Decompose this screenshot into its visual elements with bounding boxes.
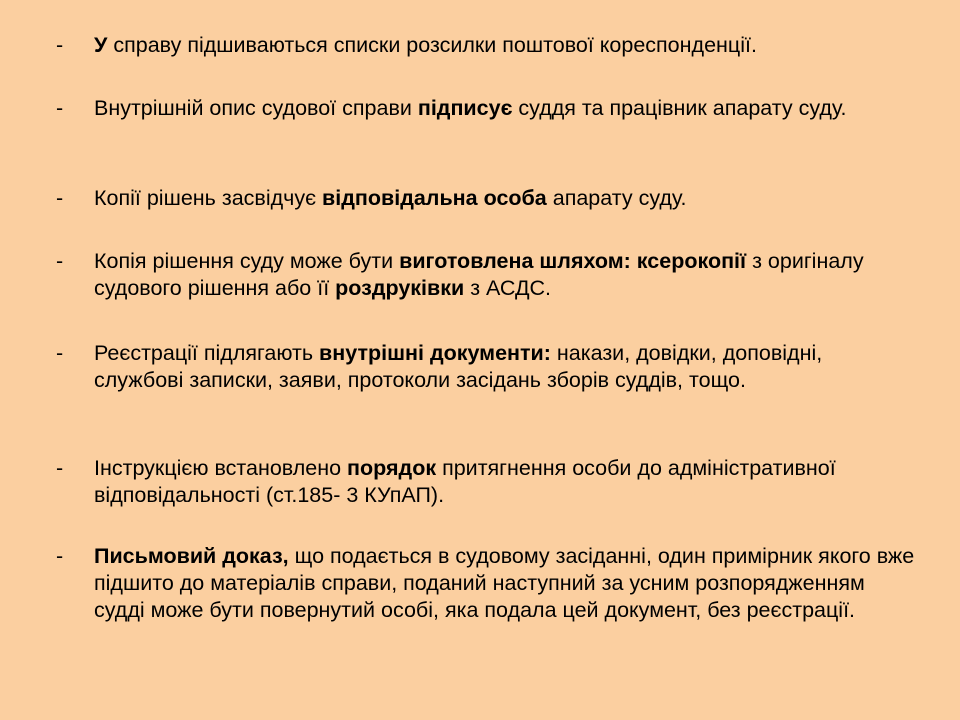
bullet-dash: - xyxy=(56,341,64,365)
text-segment: накази, довідки, доповідні, службові записки, заяви, протоколи засідань зборів суддів, тощо. xyxy=(94,341,823,392)
item-text xyxy=(94,543,916,624)
text-segment: справу підшиваються списки розсилки поштової кореспонденції. xyxy=(107,33,757,57)
text-bold: Письмовий доказ, xyxy=(94,544,289,568)
text-bold: внутрішні документи: xyxy=(319,341,551,365)
bullet-dash: - xyxy=(56,249,64,273)
text-bold: виготовлена шляхом: ксерокопії xyxy=(399,249,747,273)
text-segment: Інструкцією встановлено xyxy=(94,456,348,480)
bullet-dash: - xyxy=(56,544,64,568)
text-segment: Копії рішень засвідчує xyxy=(94,186,323,210)
text-segment: суддя та працівник апарату суду. xyxy=(512,96,847,120)
text-bold: порядок xyxy=(347,456,437,480)
text-bold: роздруківки xyxy=(335,276,465,300)
text-bold: відповідальна особа xyxy=(322,186,547,210)
text-segment: з оригіналу судового рішення або її xyxy=(94,249,864,300)
text-bold: У xyxy=(94,33,108,57)
bullet-dash: - xyxy=(56,33,64,57)
bullet-dash: - xyxy=(56,96,64,120)
item-text xyxy=(94,455,916,509)
text-segment: що подається в судовому засіданні, один примірник якого вже підшито до матеріалів справи, поданий наступний за усним розпорядженням судді може бути повернутий особі, яка подала цей документ, без реєстрації. xyxy=(94,544,915,622)
text-bold: підписує xyxy=(417,96,513,120)
item-text xyxy=(94,95,916,122)
item-text xyxy=(94,185,916,212)
text-segment: Внутрішній опис судової справи xyxy=(94,96,418,120)
text-segment: Реєстрації підлягають xyxy=(94,341,320,365)
bullet-dash: - xyxy=(56,456,64,480)
text-segment: Копія рішення суду може бути xyxy=(94,249,400,273)
bullet-dash: - xyxy=(56,186,64,210)
text-segment: притягнення особи до адміністративної відповідальності (ст.185- 3 КУпАП). xyxy=(94,456,836,507)
item-text xyxy=(94,340,916,394)
item-text xyxy=(94,248,916,302)
item-text xyxy=(94,32,916,59)
text-segment: апарату суду. xyxy=(546,186,687,210)
text-segment: з АСДС. xyxy=(464,276,552,300)
